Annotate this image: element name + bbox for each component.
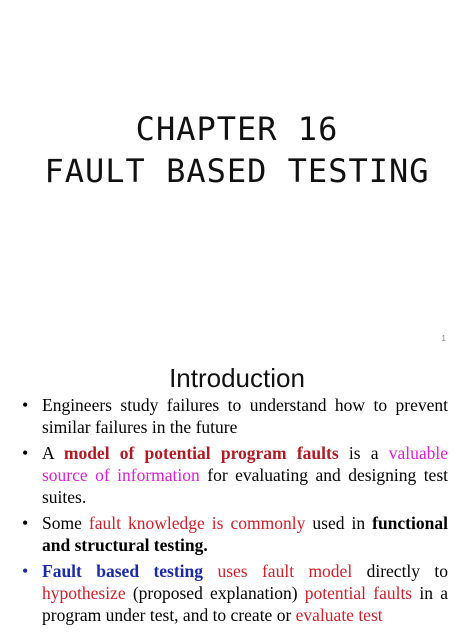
bullet-text: directly to [352,561,449,581]
bullet-text: (proposed explanation) [125,583,305,603]
slide-page-number: 1 [441,334,446,343]
highlight-phrase: fault knowledge is commonly [88,513,306,533]
bullet-dot-icon: • [22,561,29,581]
highlight-phrase: potential faults [304,583,413,603]
highlight-phrase: Fault based testing [42,561,204,581]
slide-heading: Introduction [169,363,305,393]
bullet-item [18,442,448,508]
bullet-text: Some [42,513,89,533]
slide-title [0,108,474,192]
highlight-phrase: model of potential program faults [63,443,339,463]
bullet-text [203,561,217,581]
bullet-text: used in [305,513,373,533]
bullet-dot-icon: • [22,395,29,415]
bullet-item [18,560,448,626]
bullet-text: Engineers study failures to understand how to prevent similar failures in the future [42,395,448,437]
highlight-phrase: evaluate test [295,605,383,625]
highlight-phrase: uses [217,561,248,581]
bullet-dot-icon: • [22,443,29,463]
bullet-list [18,394,448,630]
bullet-item [18,512,448,556]
introduction-slide [0,352,474,632]
highlight-phrase: fault model [261,561,353,581]
bullet-text [248,561,262,581]
bullet-text: in a program under test, and to create or [42,583,448,625]
bullet-dot-icon: • [22,513,29,533]
bullet-text: is a [338,443,389,463]
bullet-item [18,394,448,438]
bullet-text: A [42,443,64,463]
chapter-title: FAULT BASED TESTING [44,152,430,190]
chapter-number: CHAPTER 16 [135,110,339,148]
highlight-phrase: valuable source of information [42,443,448,485]
bold-phrase: functional and structural testing. [42,513,448,555]
bullet-text: for evaluating and designing test suites. [42,465,448,507]
highlight-phrase: hypothesize [42,583,126,603]
